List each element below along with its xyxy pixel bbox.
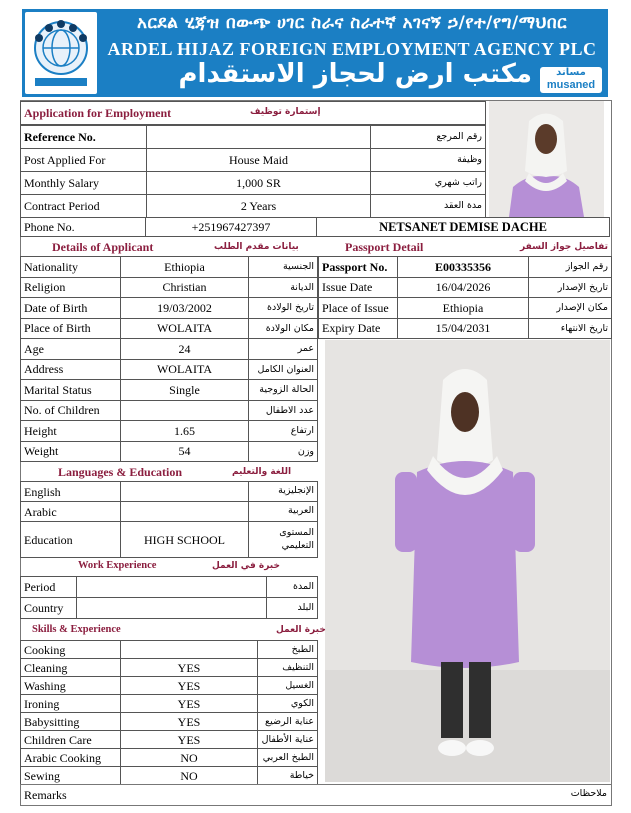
skill-label-6: Arabic Cooking — [20, 748, 121, 767]
application-value-3: 2 Years — [146, 194, 371, 218]
skill-label-ar-3: الكوي — [257, 694, 318, 713]
passport-label-1: Issue Date — [318, 277, 398, 299]
detail-value-2: 19/03/2002 — [120, 297, 249, 319]
header-banner — [22, 9, 608, 97]
skill-label-7: Sewing — [20, 766, 121, 785]
passport-label-ar-1: تاريخ الإصدار — [528, 277, 612, 299]
detail-label-ar-9: وزن — [248, 441, 318, 463]
skill-label-ar-0: الطبخ — [257, 640, 318, 659]
skill-label-ar-2: الغسيل — [257, 676, 318, 695]
application-label-1: Post Applied For — [20, 148, 147, 172]
detail-label-6: Marital Status — [20, 379, 121, 401]
detail-label-ar-0: الجنسية — [248, 256, 318, 278]
language-value-1 — [120, 501, 249, 522]
work-label-ar-1: البلد — [266, 597, 318, 619]
passport-label-0: Passport No. — [318, 256, 398, 278]
application-value-1: House Maid — [146, 148, 371, 172]
passport-label-ar-2: مكان الإصدار — [528, 297, 612, 319]
work-label-ar-0: المدة — [266, 576, 318, 598]
application-label-ar-2: راتب شهري — [370, 171, 486, 195]
languages-title: Languages & Education — [58, 465, 183, 479]
application-title-ar: إستمارة توظيف — [250, 107, 321, 117]
musaned-logo — [540, 67, 602, 93]
detail-value-0: Ethiopia — [120, 256, 249, 278]
detail-value-4: 24 — [120, 338, 249, 360]
detail-label-9: Weight — [20, 441, 121, 463]
work-label-0: Period — [20, 576, 77, 598]
skills-title: Skills & Experience — [32, 624, 121, 635]
detail-label-7: No. of Children — [20, 400, 121, 422]
skill-value-6: NO — [120, 748, 258, 767]
application-value-0 — [146, 125, 371, 149]
detail-label-ar-2: تاريخ الولادة — [248, 297, 318, 319]
passport-value-3: 15/04/2031 — [397, 318, 529, 340]
passport-title: Passport Detail — [345, 240, 424, 254]
detail-label-0: Nationality — [20, 256, 121, 278]
skill-label-ar-1: التنظيف — [257, 658, 318, 677]
language-label-ar-2: المستوى التعليمي — [248, 521, 318, 558]
applicant-full-body-photo — [325, 340, 610, 782]
remarks-row — [20, 784, 612, 806]
passport-label-ar-3: تاريخ الانتهاء — [528, 318, 612, 340]
detail-value-6: Single — [120, 379, 249, 401]
skill-label-ar-4: عناية الرضيع — [257, 712, 318, 731]
skill-value-0 — [120, 640, 258, 659]
phone-label: Phone No. — [20, 217, 146, 237]
passport-title-ar: تفاصيل جواز السفر — [520, 242, 609, 252]
detail-value-9: 54 — [120, 441, 249, 463]
work-label-1: Country — [20, 597, 77, 619]
skill-label-3: Ironing — [20, 694, 121, 713]
skill-label-2: Washing — [20, 676, 121, 695]
detail-value-7 — [120, 400, 249, 422]
language-value-0 — [120, 481, 249, 502]
skill-label-4: Babysitting — [20, 712, 121, 731]
skill-value-1: YES — [120, 658, 258, 677]
detail-value-3: WOLAITA — [120, 318, 249, 340]
details-title: Details of Applicant — [52, 240, 154, 254]
language-label-2: Education — [20, 521, 121, 558]
work-title: Work Experience — [78, 560, 157, 571]
language-label-0: English — [20, 481, 121, 502]
header-amharic: አርደል ሂጃዝ በውጭ ሀገር ስራና ስራተኛ አገናኝ ኃ/የተ/የግ/ማህበር — [137, 13, 567, 33]
language-label-ar-1: العربية — [248, 501, 318, 522]
musaned-arabic: مساند — [556, 67, 586, 78]
skill-value-3: YES — [120, 694, 258, 713]
detail-value-5: WOLAITA — [120, 359, 249, 381]
detail-label-3: Place of Birth — [20, 318, 121, 340]
work-value-1 — [76, 597, 267, 619]
passport-label-3: Expiry Date — [318, 318, 398, 340]
application-label-ar-1: وظيفة — [370, 148, 486, 172]
skill-label-1: Cleaning — [20, 658, 121, 677]
passport-value-2: Ethiopia — [397, 297, 529, 319]
skill-value-5: YES — [120, 730, 258, 749]
detail-label-ar-4: عمر — [248, 338, 318, 360]
skill-value-7: NO — [120, 766, 258, 785]
application-label-ar-0: رقم المرجع — [370, 125, 486, 149]
skill-label-ar-6: الطبخ العربي — [257, 748, 318, 767]
detail-label-5: Address — [20, 359, 121, 381]
application-label-ar-3: مدة العقد — [370, 194, 486, 218]
agency-logo — [25, 12, 97, 94]
application-title: Application for Employment — [24, 106, 172, 120]
phone-value: +251967427397 — [145, 217, 317, 237]
detail-label-4: Age — [20, 338, 121, 360]
application-label-3: Contract Period — [20, 194, 147, 218]
detail-label-ar-6: الحالة الزوجية — [248, 379, 318, 401]
language-value-2: HIGH SCHOOL — [120, 521, 249, 558]
application-label-2: Monthly Salary — [20, 171, 147, 195]
application-value-2: 1,000 SR — [146, 171, 371, 195]
skill-value-4: YES — [120, 712, 258, 731]
work-value-0 — [76, 576, 267, 598]
skill-label-0: Cooking — [20, 640, 121, 659]
detail-label-ar-5: العنوان الكامل — [248, 359, 318, 381]
detail-value-1: Christian — [120, 277, 249, 299]
musaned-english: musaned — [546, 79, 596, 91]
detail-label-1: Religion — [20, 277, 121, 299]
language-label-1: Arabic — [20, 501, 121, 522]
detail-label-ar-7: عدد الاطفال — [248, 400, 318, 422]
skill-label-5: Children Care — [20, 730, 121, 749]
skills-title-ar: خبرة العمل — [276, 625, 326, 635]
header-english: ARDEL HIJAZ FOREIGN EMPLOYMENT AGENCY PLC — [107, 39, 597, 59]
remarks-label: Remarks — [24, 788, 67, 802]
applicant-portrait-photo — [489, 101, 604, 217]
skill-value-2: YES — [120, 676, 258, 695]
languages-title-ar: اللغة والتعليم — [232, 467, 292, 477]
passport-label-2: Place of Issue — [318, 297, 398, 319]
application-label-0: Reference No. — [20, 125, 147, 149]
detail-label-ar-1: الديانة — [248, 277, 318, 299]
detail-value-8: 1.65 — [120, 420, 249, 442]
passport-value-1: 16/04/2026 — [397, 277, 529, 299]
detail-label-8: Height — [20, 420, 121, 442]
remarks-label-ar: ملاحظات — [570, 788, 607, 799]
passport-value-0: E00335356 — [397, 256, 529, 278]
detail-label-ar-8: ارتفاع — [248, 420, 318, 442]
header-arabic: مكتب ارض لحجاز الاستقدام — [178, 59, 532, 89]
detail-label-2: Date of Birth — [20, 297, 121, 319]
passport-label-ar-0: رقم الجواز — [528, 256, 612, 278]
applicant-name: NETSANET DEMISE DACHE — [316, 217, 610, 237]
work-title-ar: خبرة في العمل — [212, 561, 280, 571]
details-title-ar: بيانات مقدم الطلب — [214, 242, 299, 252]
skill-label-ar-7: خياطة — [257, 766, 318, 785]
language-label-ar-0: الإنجليزية — [248, 481, 318, 502]
skill-label-ar-5: عناية الأطفال — [257, 730, 318, 749]
detail-label-ar-3: مكان الولادة — [248, 318, 318, 340]
